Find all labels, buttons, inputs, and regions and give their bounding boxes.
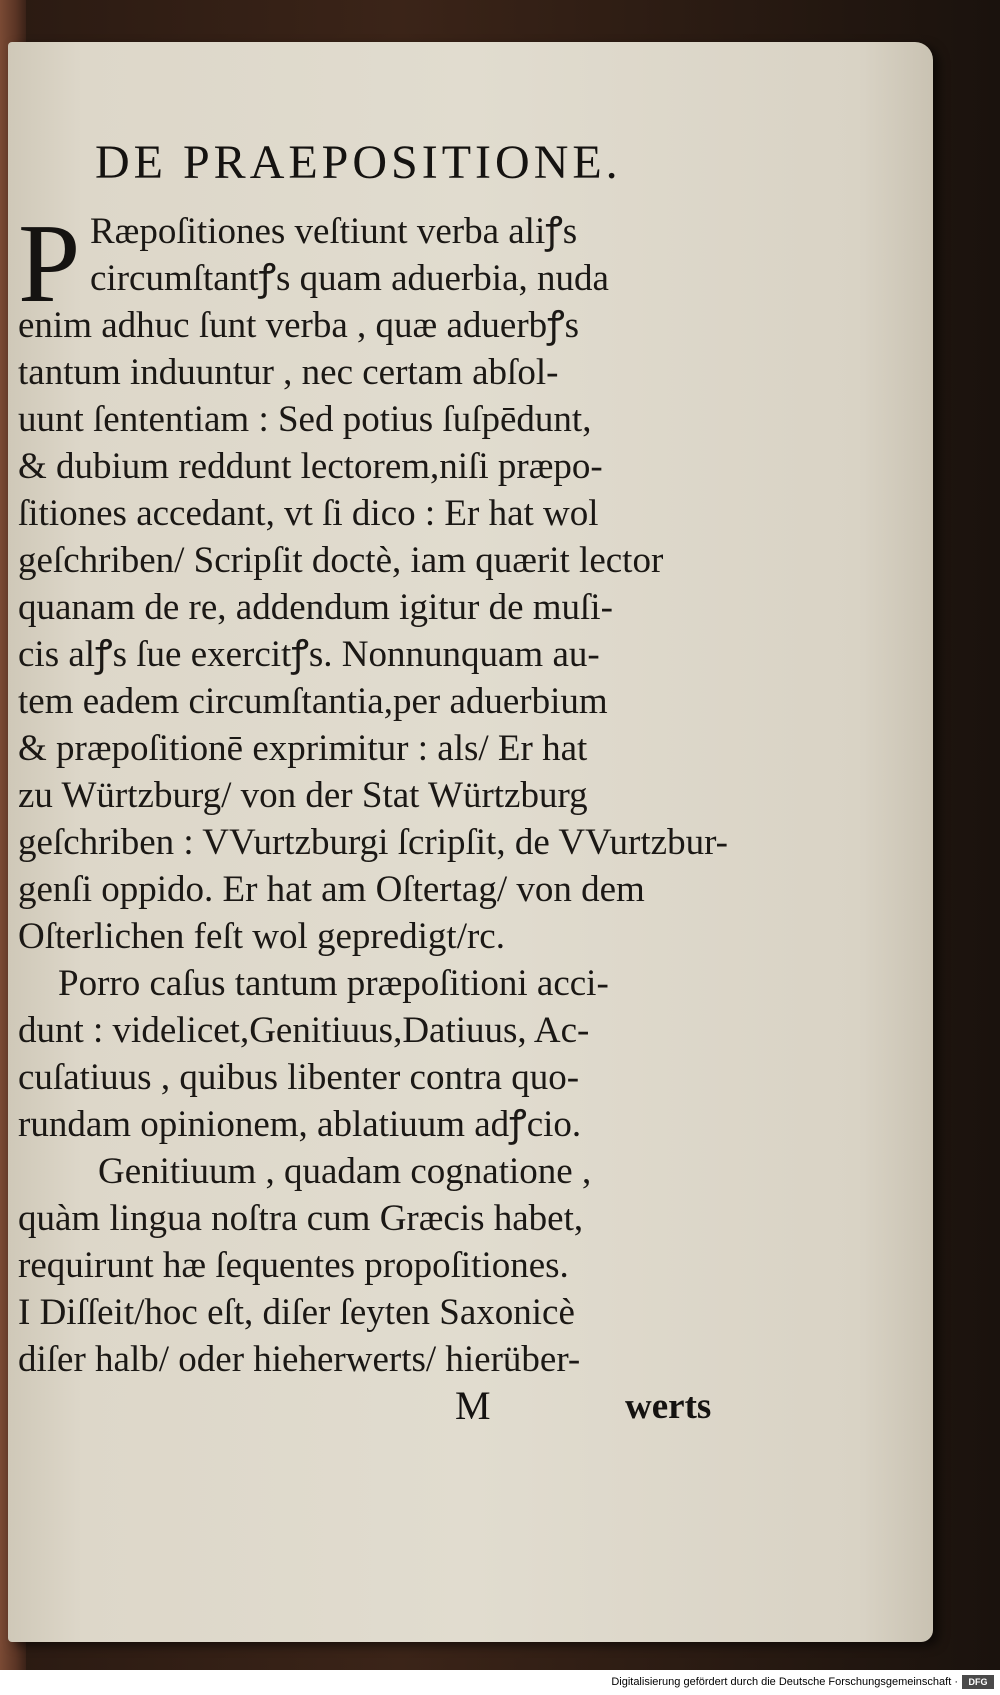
text-line: Oſterlichen feſt wol gepredigt/rc. <box>18 916 505 957</box>
text-line: & præpoſitionē exprimitur : als/ Er hat <box>18 728 588 769</box>
text-line: I Diſſeit/hoc eſt, diſer ſeyten Saxonicè <box>18 1292 575 1333</box>
text-line: rundam opinionem, ablatiuum adꝭcio. <box>18 1104 582 1145</box>
text-line: tantum induuntur , nec certam abſol- <box>18 352 559 393</box>
text-line: geſchriben : VVurtzburgi ſcripſit, de VVurtzbur- <box>18 822 728 863</box>
text-line: ſitiones accedant, vt ſi dico : Er hat wol <box>18 493 599 534</box>
text-line: requirunt hæ ſequentes propoſitiones. <box>18 1245 569 1286</box>
text-line: Ræpoſitiones veſtiunt verba aliꝭs <box>90 211 578 252</box>
text-line: genſi oppido. Er hat am Oſtertag/ von dem <box>18 869 645 910</box>
drop-capital: P <box>18 202 81 326</box>
page-heading: DE PRAEPOSITIONE. <box>95 136 622 189</box>
text-line: quàm lingua noſtra cum Græcis habet, <box>18 1198 584 1239</box>
body-text <box>18 202 778 1383</box>
text-line: cis alꝭs ſue exercitꝭs. Nonnunquam au- <box>18 634 600 675</box>
text-line: cuſatiuus , quibus libenter contra quo- <box>18 1057 580 1098</box>
text-line: enim adhuc ſunt verba , quæ aduerbꝭs <box>18 305 580 346</box>
footer-credit: Digitalisierung gefördert durch die Deutsche Forschungsgemeinschaft · <box>611 1676 958 1688</box>
dfg-logo-icon: DFG <box>962 1675 994 1689</box>
signature-mark: M <box>455 1383 491 1428</box>
text-line: tem eadem circumſtantia,per aduerbium <box>18 681 608 722</box>
text-line: Porro caſus tantum præpoſitioni acci- <box>58 963 609 1004</box>
text-line: quanam de re, addendum igitur de muſi- <box>18 587 613 628</box>
catchword: werts <box>625 1386 712 1427</box>
text-line: & dubium reddunt lectorem,niſi præpo- <box>18 446 603 487</box>
text-line: diſer halb/ oder hieherwerts/ hierüber- <box>18 1339 581 1380</box>
text-line: Genitiuum , quadam cognatione , <box>98 1151 592 1192</box>
text-line: dunt : videlicet,Genitiuus,Datiuus, Ac- <box>18 1010 590 1051</box>
text-line: zu Würtzburg/ von der Stat Würtzburg <box>18 775 588 816</box>
text-line: circumſtantꝭs quam aduerbia, nuda <box>90 258 609 299</box>
text-line: geſchriben/ Scripſit doctè, iam quærit lector <box>18 540 664 581</box>
text-line: uunt ſententiam : Sed potius ſuſpēdunt, <box>18 399 592 440</box>
